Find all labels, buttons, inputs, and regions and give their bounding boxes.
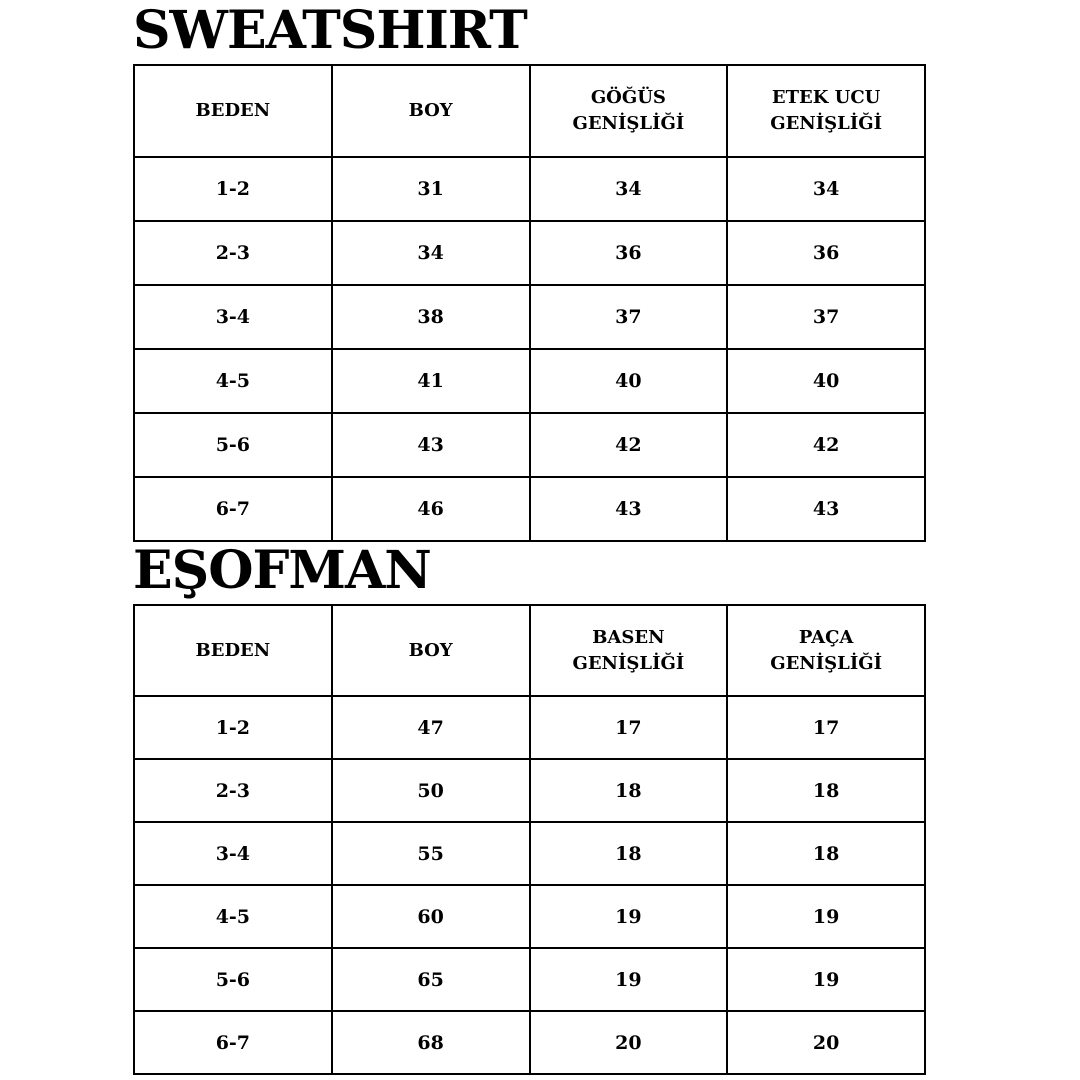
- column-header-text: GENİŞLİĞİ: [770, 652, 883, 674]
- measurement-cell: 34: [727, 157, 925, 221]
- sweatshirt-size-table: [133, 64, 926, 542]
- table-row: [134, 1011, 925, 1074]
- table-row: [134, 413, 925, 477]
- size-cell: 3-4: [134, 822, 332, 885]
- measurement-cell: 20: [530, 1011, 728, 1074]
- measurement-cell: 65: [332, 948, 530, 1011]
- column-header: [332, 65, 530, 157]
- column-header-text: PAÇA: [798, 626, 854, 648]
- column-header-text: BASEN: [592, 626, 665, 648]
- measurement-cell: 19: [530, 885, 728, 948]
- measurement-cell: 42: [727, 413, 925, 477]
- measurement-cell: 37: [727, 285, 925, 349]
- measurement-cell: 36: [530, 221, 728, 285]
- measurement-cell: 55: [332, 822, 530, 885]
- size-cell: 1-2: [134, 696, 332, 759]
- column-header: [332, 605, 530, 696]
- size-cell: 6-7: [134, 477, 332, 541]
- column-header-text: BOY: [408, 639, 453, 661]
- sweatshirt-title: SWEATSHIRT: [133, 0, 527, 61]
- measurement-cell: 34: [332, 221, 530, 285]
- column-header: [727, 65, 925, 157]
- column-header-text: ETEK UCU: [771, 87, 881, 108]
- table-row: [134, 221, 925, 285]
- table-row: [134, 349, 925, 413]
- table-row: [134, 157, 925, 221]
- column-header: [134, 605, 332, 696]
- size-cell: 3-4: [134, 285, 332, 349]
- measurement-cell: 68: [332, 1011, 530, 1074]
- measurement-cell: 42: [530, 413, 728, 477]
- measurement-cell: 41: [332, 349, 530, 413]
- measurement-cell: 19: [727, 885, 925, 948]
- size-cell: 6-7: [134, 1011, 332, 1074]
- measurement-cell: 34: [530, 157, 728, 221]
- measurement-cell: 38: [332, 285, 530, 349]
- measurement-cell: 47: [332, 696, 530, 759]
- measurement-cell: 46: [332, 477, 530, 541]
- size-cell: 5-6: [134, 413, 332, 477]
- column-header-text: GENİŞLİĞİ: [770, 113, 883, 134]
- measurement-cell: 18: [727, 822, 925, 885]
- column-header-text: GENİŞLİĞİ: [572, 113, 685, 134]
- table-header-row: [134, 65, 925, 157]
- measurement-cell: 43: [727, 477, 925, 541]
- measurement-cell: 60: [332, 885, 530, 948]
- column-header: [530, 605, 728, 696]
- table-row: [134, 885, 925, 948]
- measurement-cell: 50: [332, 759, 530, 822]
- measurement-cell: 18: [727, 759, 925, 822]
- table-row: [134, 285, 925, 349]
- table-row: [134, 948, 925, 1011]
- measurement-cell: 18: [530, 759, 728, 822]
- size-cell: 4-5: [134, 885, 332, 948]
- column-header: [134, 65, 332, 157]
- column-header-text: GÖĞÜS: [590, 87, 666, 108]
- measurement-cell: 18: [530, 822, 728, 885]
- measurement-cell: 17: [727, 696, 925, 759]
- measurement-cell: 20: [727, 1011, 925, 1074]
- table-row: [134, 759, 925, 822]
- measurement-cell: 17: [530, 696, 728, 759]
- column-header-text: BEDEN: [195, 639, 271, 661]
- measurement-cell: 40: [727, 349, 925, 413]
- table-row: [134, 696, 925, 759]
- measurement-cell: 43: [332, 413, 530, 477]
- size-cell: 2-3: [134, 759, 332, 822]
- esofman-size-table: [133, 604, 926, 1075]
- measurement-cell: 43: [530, 477, 728, 541]
- column-header-text: BEDEN: [195, 100, 271, 121]
- measurement-cell: 40: [530, 349, 728, 413]
- column-header-text: GENİŞLİĞİ: [572, 652, 685, 674]
- measurement-cell: 31: [332, 157, 530, 221]
- table-row: [134, 822, 925, 885]
- esofman-title: EŞOFMAN: [133, 540, 431, 601]
- table-header-row: [134, 605, 925, 696]
- measurement-cell: 36: [727, 221, 925, 285]
- size-cell: 4-5: [134, 349, 332, 413]
- table-row: [134, 477, 925, 541]
- column-header-text: BOY: [408, 100, 453, 121]
- measurement-cell: 19: [727, 948, 925, 1011]
- measurement-cell: 37: [530, 285, 728, 349]
- size-cell: 2-3: [134, 221, 332, 285]
- column-header: [530, 65, 728, 157]
- size-cell: 1-2: [134, 157, 332, 221]
- column-header: [727, 605, 925, 696]
- measurement-cell: 19: [530, 948, 728, 1011]
- size-cell: 5-6: [134, 948, 332, 1011]
